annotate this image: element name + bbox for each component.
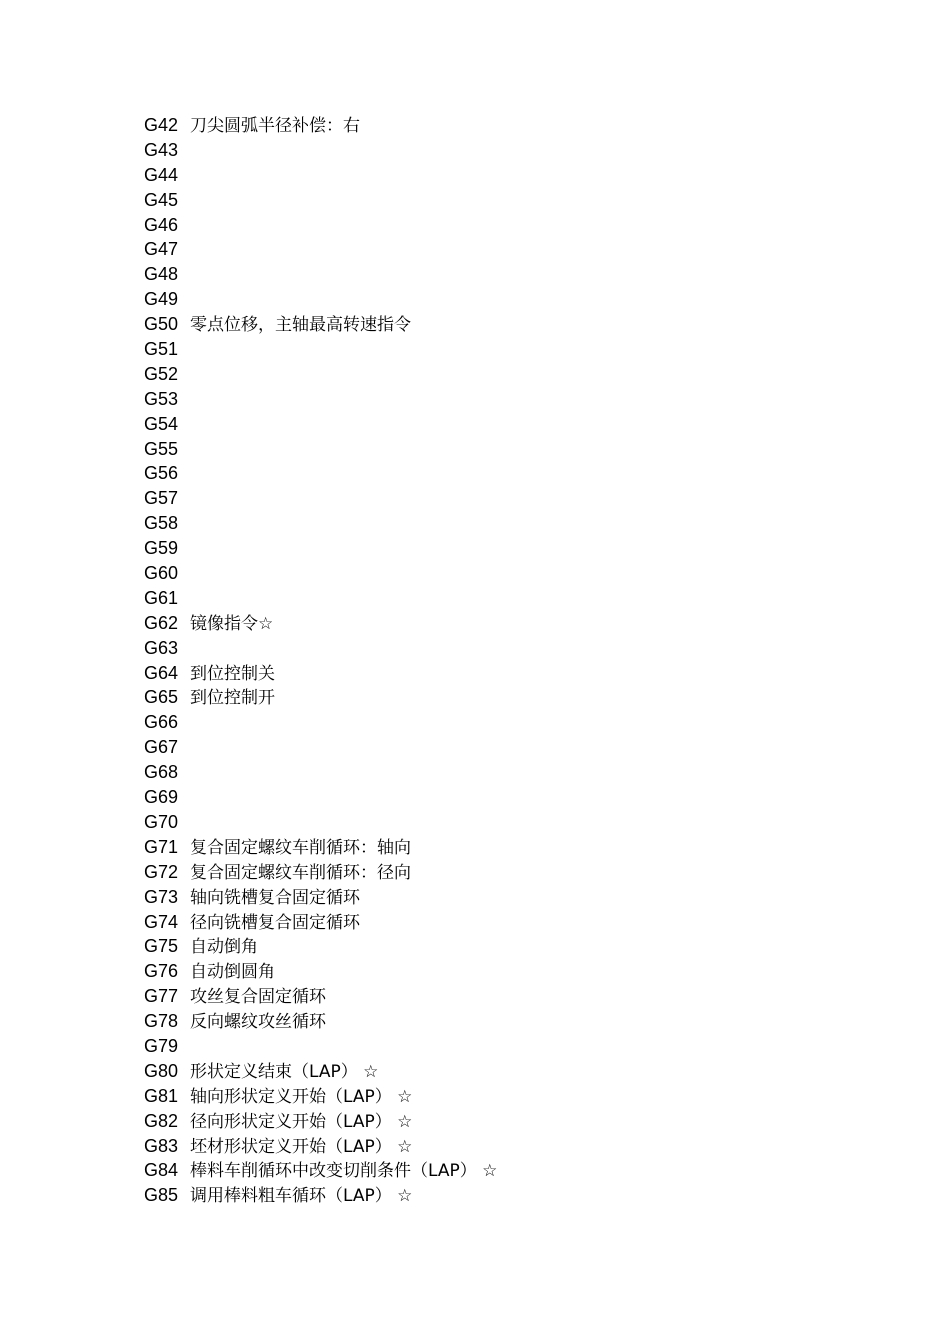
g-code: G42 bbox=[144, 115, 179, 135]
g-code: G64 bbox=[144, 662, 179, 683]
g-code: G56 bbox=[144, 463, 179, 484]
g-code: G81 bbox=[144, 1085, 179, 1106]
g-code-list bbox=[144, 113, 497, 1208]
list-item bbox=[144, 387, 497, 412]
g-code: G72 bbox=[144, 861, 179, 882]
g-code: G43 bbox=[144, 139, 179, 160]
g-code-description: 复合固定螺纹车削循环：径向 bbox=[190, 862, 411, 883]
list-item bbox=[144, 138, 497, 163]
list-item bbox=[144, 536, 497, 561]
g-code: G84 bbox=[144, 1160, 179, 1181]
g-code-description: 自动倒圆角 bbox=[190, 962, 275, 983]
list-item bbox=[144, 810, 497, 835]
list-item bbox=[144, 412, 497, 437]
list-item bbox=[144, 486, 497, 511]
list-item bbox=[144, 885, 497, 910]
list-item bbox=[144, 1183, 497, 1208]
list-item bbox=[144, 1109, 497, 1134]
list-item bbox=[144, 611, 497, 636]
list-item bbox=[144, 984, 497, 1009]
list-item bbox=[144, 511, 497, 536]
g-code: G53 bbox=[144, 388, 179, 409]
g-code-description: 刀尖圆弧半径补偿：右 bbox=[190, 116, 360, 136]
list-item bbox=[144, 1059, 497, 1084]
g-code: G57 bbox=[144, 488, 179, 509]
g-code: G67 bbox=[144, 737, 179, 758]
g-code: G77 bbox=[144, 986, 179, 1007]
list-item bbox=[144, 213, 497, 238]
list-item bbox=[144, 1084, 497, 1109]
g-code: G55 bbox=[144, 438, 179, 459]
g-code: G46 bbox=[144, 214, 179, 235]
g-code: G63 bbox=[144, 637, 179, 658]
list-item bbox=[144, 461, 497, 486]
g-code: G48 bbox=[144, 264, 179, 285]
g-code: G52 bbox=[144, 363, 179, 384]
g-code-description: 零点位移，主轴最高转速指令 bbox=[190, 315, 411, 336]
list-item bbox=[144, 785, 497, 810]
g-code: G75 bbox=[144, 936, 179, 957]
g-code-description: 复合固定螺纹车削循环：轴向 bbox=[190, 837, 411, 858]
list-item bbox=[144, 661, 497, 686]
g-code-description: 自动倒角 bbox=[190, 937, 258, 958]
list-item bbox=[144, 636, 497, 661]
g-code: G70 bbox=[144, 811, 179, 832]
g-code: G69 bbox=[144, 787, 179, 808]
g-code-description: 径向铣槽复合固定循环 bbox=[190, 912, 360, 933]
list-item bbox=[144, 113, 497, 138]
list-item bbox=[144, 835, 497, 860]
g-code: G80 bbox=[144, 1060, 179, 1081]
list-item bbox=[144, 710, 497, 735]
list-item bbox=[144, 1158, 497, 1183]
g-code: G60 bbox=[144, 563, 179, 584]
list-item bbox=[144, 1134, 497, 1159]
g-code: G44 bbox=[144, 164, 179, 185]
g-code-description: 调用棒料粗车循环（LAP） ☆ bbox=[190, 1186, 413, 1207]
list-item bbox=[144, 188, 497, 213]
list-item bbox=[144, 437, 497, 462]
list-item bbox=[144, 262, 497, 287]
g-code-description: 形状定义结束（LAP） ☆ bbox=[190, 1061, 379, 1082]
g-code: G49 bbox=[144, 289, 179, 310]
list-item bbox=[144, 910, 497, 935]
list-item bbox=[144, 586, 497, 611]
list-item bbox=[144, 163, 497, 188]
list-item bbox=[144, 287, 497, 312]
list-item bbox=[144, 760, 497, 785]
g-code: G85 bbox=[144, 1185, 179, 1206]
list-item bbox=[144, 959, 497, 984]
g-code: G73 bbox=[144, 886, 179, 907]
g-code: G61 bbox=[144, 587, 179, 608]
list-item bbox=[144, 561, 497, 586]
g-code-description: 攻丝复合固定循环 bbox=[190, 987, 326, 1008]
g-code-description: 轴向铣槽复合固定循环 bbox=[190, 887, 360, 908]
g-code: G68 bbox=[144, 762, 179, 783]
list-item bbox=[144, 237, 497, 262]
g-code: G78 bbox=[144, 1011, 179, 1032]
g-code-description: 镜像指令☆ bbox=[190, 613, 274, 634]
g-code-description: 坯材形状定义开始（LAP） ☆ bbox=[190, 1136, 413, 1157]
g-code-description: 到位控制开 bbox=[190, 688, 275, 709]
g-code: G82 bbox=[144, 1110, 179, 1131]
g-code-description: 到位控制关 bbox=[190, 663, 275, 684]
g-code: G66 bbox=[144, 712, 179, 733]
list-item bbox=[144, 362, 497, 387]
g-code: G76 bbox=[144, 961, 179, 982]
g-code: G58 bbox=[144, 513, 179, 534]
g-code: G51 bbox=[144, 339, 179, 360]
list-item bbox=[144, 1034, 497, 1059]
g-code: G65 bbox=[144, 687, 179, 708]
g-code: G50 bbox=[144, 314, 179, 335]
g-code-description: 轴向形状定义开始（LAP） ☆ bbox=[190, 1086, 413, 1107]
g-code: G71 bbox=[144, 836, 179, 857]
list-item bbox=[144, 735, 497, 760]
g-code: G45 bbox=[144, 189, 179, 210]
g-code: G79 bbox=[144, 1035, 179, 1056]
list-item bbox=[144, 685, 497, 710]
list-item bbox=[144, 337, 497, 362]
g-code: G74 bbox=[144, 911, 179, 932]
g-code: G47 bbox=[144, 239, 179, 260]
list-item bbox=[144, 1009, 497, 1034]
g-code: G59 bbox=[144, 538, 179, 559]
g-code: G54 bbox=[144, 413, 179, 434]
g-code-description: 棒料车削循环中改变切削条件（LAP） ☆ bbox=[190, 1161, 498, 1182]
list-item bbox=[144, 934, 497, 959]
g-code-description: 径向形状定义开始（LAP） ☆ bbox=[190, 1111, 413, 1132]
g-code-description: 反向螺纹攻丝循环 bbox=[190, 1012, 326, 1033]
list-item bbox=[144, 312, 497, 337]
g-code: G62 bbox=[144, 612, 179, 633]
g-code: G83 bbox=[144, 1135, 179, 1156]
list-item bbox=[144, 860, 497, 885]
